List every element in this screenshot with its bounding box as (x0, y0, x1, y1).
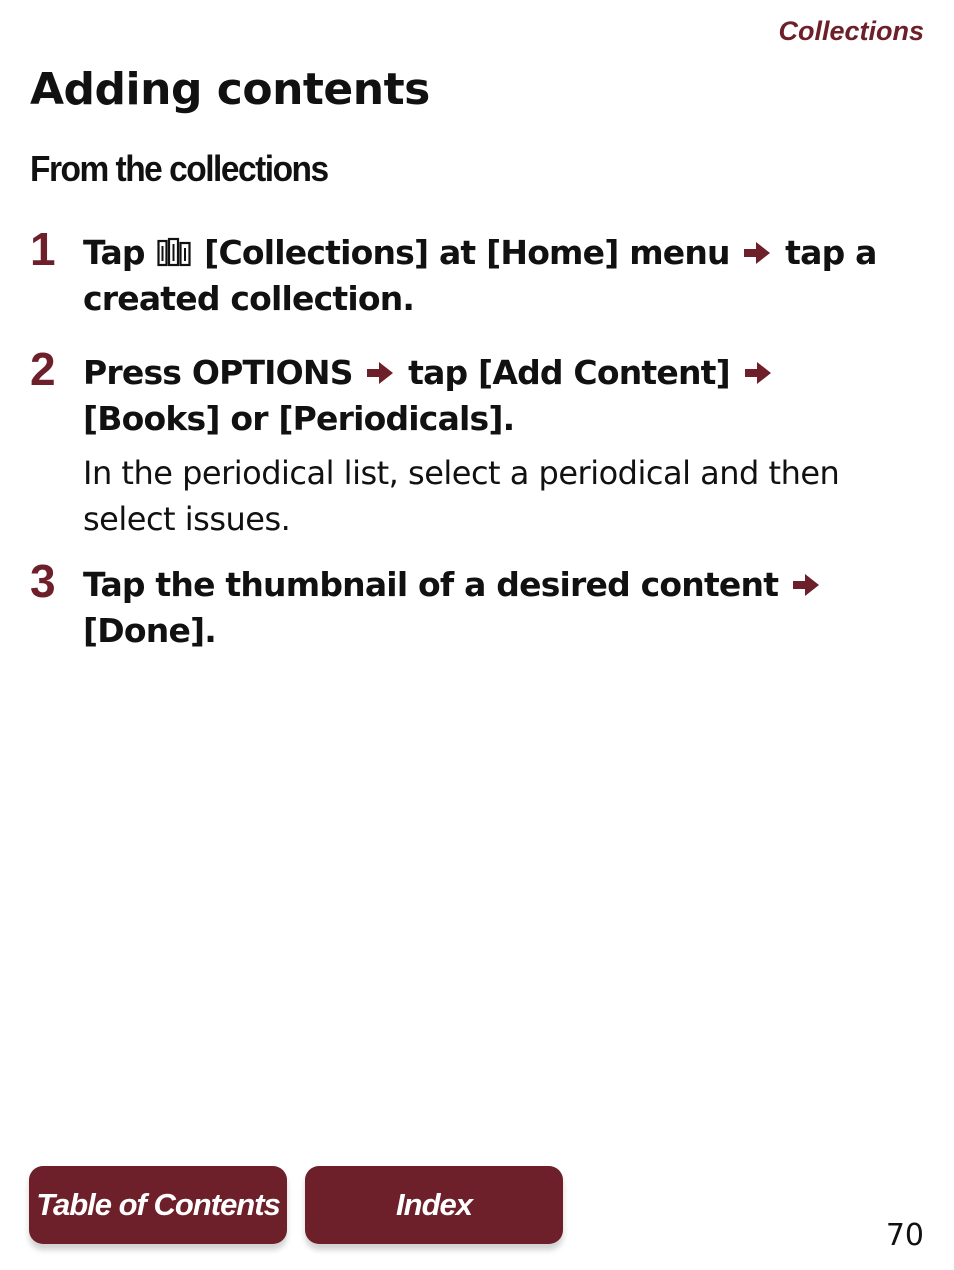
step-instruction (83, 230, 920, 322)
step-number: 3 (30, 555, 56, 607)
right-arrow-icon (744, 242, 770, 264)
step-body (83, 350, 920, 542)
step-text-part: Press OPTIONS (83, 353, 353, 392)
step-text-part: Tap (83, 233, 145, 272)
step-number: 1 (30, 223, 56, 275)
right-arrow-icon (793, 574, 819, 596)
step-number: 2 (30, 343, 56, 395)
step-text-part: tap [Add Content] (408, 353, 730, 392)
index-label: Index (396, 1187, 472, 1222)
step-body (83, 562, 920, 654)
step-body (83, 230, 920, 322)
step-instruction (83, 562, 920, 654)
step-instruction (83, 350, 920, 442)
page-title: Adding contents (30, 64, 430, 115)
step-text-part: Tap the thumbnail of a desired content (83, 565, 779, 604)
right-arrow-icon (367, 362, 393, 384)
step-1 (30, 223, 920, 322)
step-text-part: tap a created collection. (83, 233, 877, 318)
step-text-part: [Done]. (83, 611, 217, 650)
collections-icon (157, 237, 191, 267)
step-note: In the periodical list, select a periodical and then select issues. (83, 454, 840, 538)
table-of-contents-button[interactable] (29, 1166, 287, 1244)
step-3 (30, 555, 920, 654)
step-2 (30, 343, 920, 542)
section-label: Collections (778, 16, 924, 46)
index-button[interactable] (305, 1166, 563, 1244)
step-text-part: [Collections] at [Home] menu (204, 233, 730, 272)
right-arrow-icon (745, 362, 771, 384)
page-number: 70 (885, 1218, 924, 1253)
table-of-contents-label: Table of Contents (36, 1187, 280, 1222)
sub-title: From the collections (30, 148, 328, 189)
step-text-part: [Books] or [Periodicals]. (83, 399, 515, 438)
